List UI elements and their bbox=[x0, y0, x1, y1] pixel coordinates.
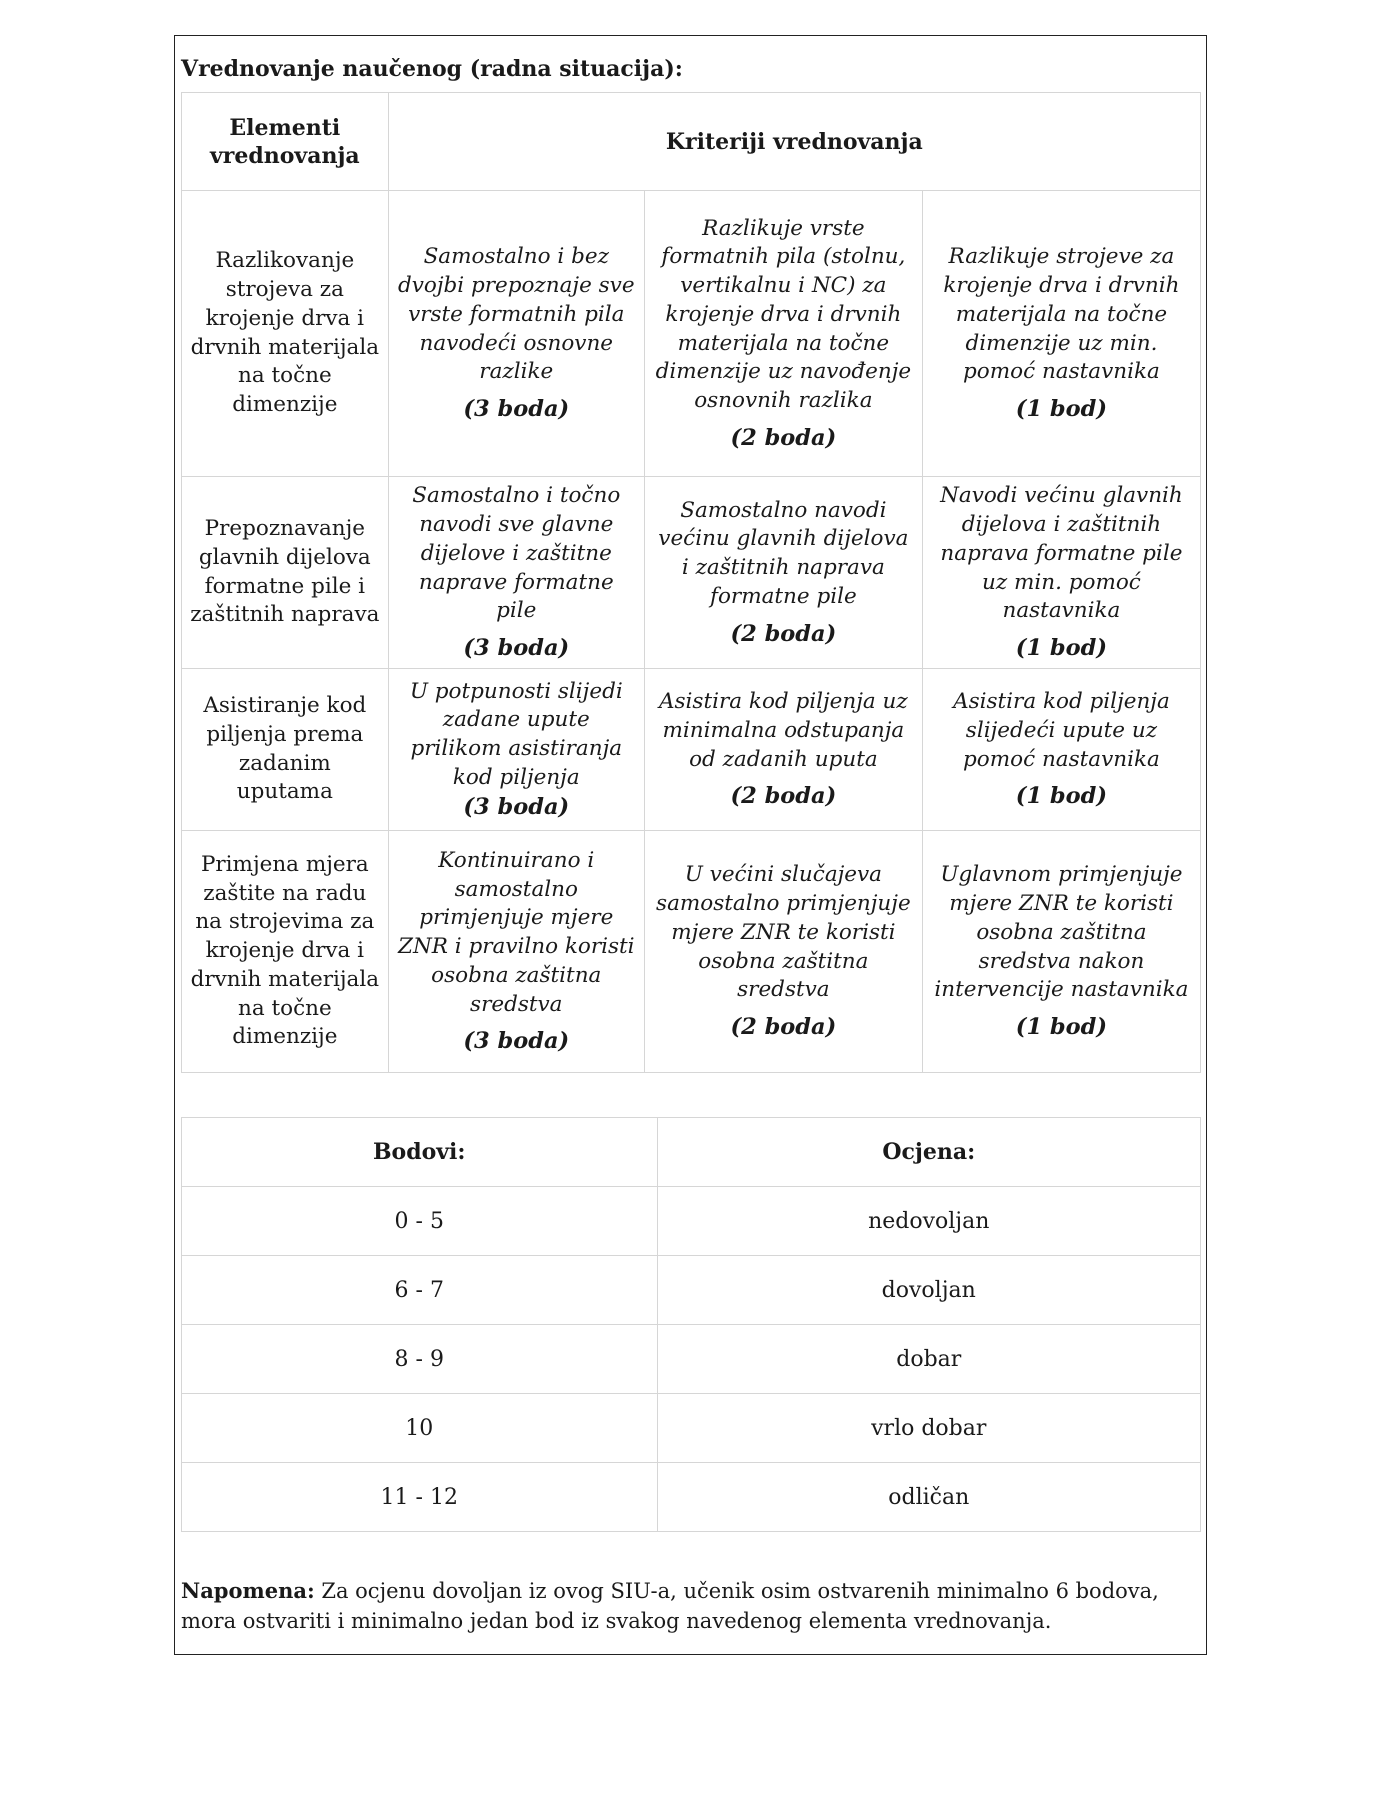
criterion-points: (1 bod) bbox=[1015, 634, 1108, 661]
criterion-cell bbox=[644, 831, 922, 1073]
rubric-table bbox=[181, 92, 1201, 1073]
grade-row bbox=[182, 1187, 1201, 1256]
criterion-cell bbox=[644, 477, 922, 669]
grade-value: dovoljan bbox=[657, 1256, 1200, 1325]
note bbox=[181, 1576, 1191, 1636]
header-points: Bodovi: bbox=[182, 1118, 658, 1187]
criterion-text: U većini slučajeva samostalno primjenjuje mjere ZNR te koristi osobna zaštitna sredstva bbox=[656, 862, 911, 1003]
criterion-points: (1 bod) bbox=[1015, 395, 1108, 422]
points-range: 11 - 12 bbox=[182, 1463, 658, 1532]
criterion-points: (3 boda) bbox=[463, 793, 570, 820]
rubric-row bbox=[182, 477, 1201, 669]
element-cell: Prepoznavanje glavnih dijelova formatne pile i zaštitnih naprava bbox=[182, 477, 389, 669]
rubric-row bbox=[182, 831, 1201, 1073]
criterion-cell bbox=[644, 669, 922, 831]
header-criteria: Kriteriji vrednovanja bbox=[388, 93, 1200, 191]
element-cell: Asistiranje kod piljenja prema zadanim uputama bbox=[182, 669, 389, 831]
note-label: Napomena: bbox=[181, 1578, 315, 1603]
criterion-text: Razlikuje strojeve za krojenje drva i drvnih materijala na točne dimenzije uz min. pomoć nastavnika bbox=[943, 244, 1180, 385]
grade-value: nedovoljan bbox=[657, 1187, 1200, 1256]
criterion-cell bbox=[922, 831, 1200, 1073]
rubric-row bbox=[182, 191, 1201, 477]
section-title: Vrednovanje naučenog (radna situacija): bbox=[181, 56, 683, 82]
criterion-points: (2 boda) bbox=[730, 783, 837, 810]
points-range: 6 - 7 bbox=[182, 1256, 658, 1325]
criterion-text: Samostalno i bez dvojbi prepoznaje sve vrste formatnih pila navodeći osnovne razlike bbox=[397, 244, 635, 385]
criterion-cell bbox=[388, 831, 644, 1073]
criterion-text: Uglavnom primjenjuje mjere ZNR te koristi osobna zaštitna sredstva nakon intervencije nastavnika bbox=[934, 862, 1189, 1003]
criterion-cell bbox=[388, 477, 644, 669]
criterion-points: (3 boda) bbox=[463, 1028, 570, 1055]
criterion-points: (3 boda) bbox=[463, 634, 570, 661]
element-cell: Primjena mjera zaštite na radu na strojevima za krojenje drva i drvnih materijala na točne dimenzije bbox=[182, 831, 389, 1073]
criterion-text: Razlikuje vrste formatnih pila (stolnu, vertikalnu i NC) za krojenje drva i drvnih materijala na točne dimenzije uz navođenje osnovnih razlika bbox=[655, 215, 912, 413]
criterion-points: (2 boda) bbox=[730, 1013, 837, 1040]
rubric-header-row bbox=[182, 93, 1201, 191]
criterion-text: Samostalno i točno navodi sve glavne dijelove i zaštitne naprave formatne pile bbox=[412, 483, 621, 624]
criterion-cell bbox=[922, 669, 1200, 831]
grades-table bbox=[181, 1117, 1201, 1532]
criterion-text: Kontinuirano i samostalno primjenjuje mjere ZNR i pravilno koristi osobna zaštitna sredstva bbox=[398, 848, 635, 1017]
points-range: 8 - 9 bbox=[182, 1325, 658, 1394]
criterion-cell bbox=[922, 191, 1200, 477]
note-text: Za ocjenu dovoljan iz ovog SIU-a, učenik osim ostvarenih minimalno 6 bodova, mora ostvariti i minimalno jedan bod iz svakog navedenog elementa vrednovanja. bbox=[181, 1579, 1159, 1633]
criterion-text: U potpunosti slijedi zadane upute prilikom asistiranja kod piljenja bbox=[409, 678, 623, 790]
criterion-cell bbox=[644, 191, 922, 477]
rubric-row bbox=[182, 669, 1201, 831]
criterion-points: (1 bod) bbox=[1015, 1013, 1108, 1040]
grade-row bbox=[182, 1325, 1201, 1394]
element-cell: Razlikovanje strojeva za krojenje drva i drvnih materijala na točne dimenzije bbox=[182, 191, 389, 477]
criterion-cell bbox=[388, 191, 644, 477]
criterion-points: (3 boda) bbox=[463, 395, 570, 422]
grade-value: odličan bbox=[657, 1463, 1200, 1532]
grade-row bbox=[182, 1463, 1201, 1532]
grades-header-row bbox=[182, 1118, 1201, 1187]
points-range: 10 bbox=[182, 1394, 658, 1463]
criterion-points: (2 boda) bbox=[730, 620, 837, 647]
grade-value: dobar bbox=[657, 1325, 1200, 1394]
criterion-text: Navodi većinu glavnih dijelova i zaštitnih naprava formatne pile uz min. pomoć nastavnika bbox=[940, 483, 1183, 624]
points-range: 0 - 5 bbox=[182, 1187, 658, 1256]
criterion-text: Samostalno navodi većinu glavnih dijelova i zaštitnih naprava formatne pile bbox=[658, 497, 909, 609]
grade-row bbox=[182, 1256, 1201, 1325]
criterion-text: Asistira kod piljenja uz minimalna odstupanja od zadanih uputa bbox=[659, 689, 908, 772]
criterion-points: (2 boda) bbox=[730, 424, 837, 451]
criterion-cell bbox=[388, 669, 644, 831]
criterion-points: (1 bod) bbox=[1015, 783, 1108, 810]
grade-value: vrlo dobar bbox=[657, 1394, 1200, 1463]
criterion-text: Asistira kod piljenja slijedeći upute uz pomoć nastavnika bbox=[953, 689, 1170, 772]
criterion-cell bbox=[922, 477, 1200, 669]
header-grade: Ocjena: bbox=[657, 1118, 1200, 1187]
grade-row bbox=[182, 1394, 1201, 1463]
header-elements: Elementi vrednovanja bbox=[182, 93, 389, 191]
